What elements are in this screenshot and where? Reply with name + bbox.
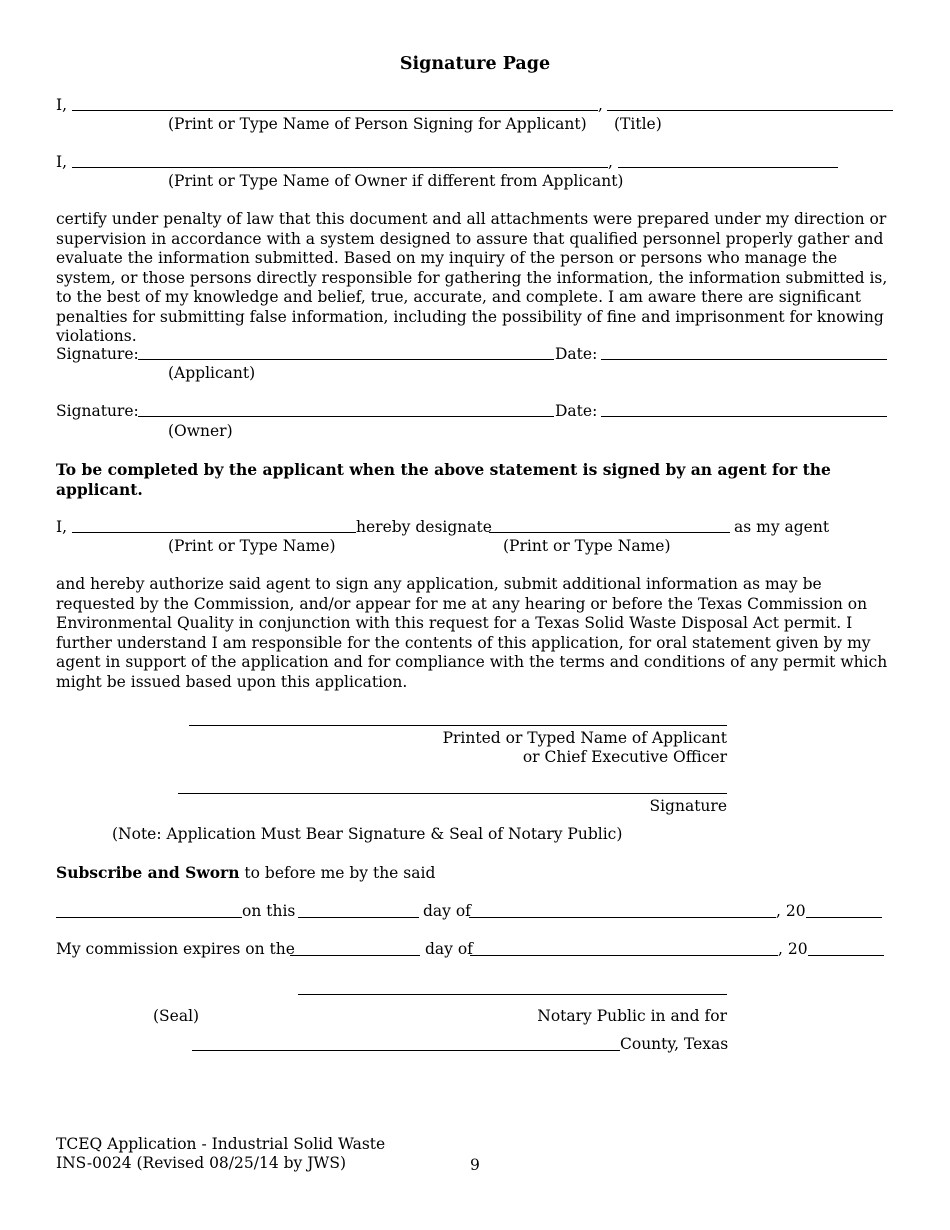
printed-name-line[interactable] bbox=[189, 725, 727, 726]
subscribe-line bbox=[56, 863, 435, 884]
sig-applicant-sub: (Applicant) bbox=[168, 364, 256, 382]
applicant-signature-line[interactable] bbox=[138, 359, 554, 360]
line1-name-label: (Print or Type Name of Person Signing for Applicant) bbox=[168, 115, 587, 133]
commission-year-label: , 20 bbox=[778, 940, 808, 958]
sig-owner-date-label: Date: bbox=[555, 402, 598, 420]
line2-name-label: (Print or Type Name of Owner if different from Applicant) bbox=[168, 172, 624, 190]
commission-expires-label: My commission expires on the bbox=[56, 940, 295, 958]
certify-paragraph: certify under penalty of law that this document and all attachments were prepared under my direction or supervision in accordance with a system designed to assure that qualified personnel properly gather and evaluate the information submitted. Based on my inquiry of the person or persons who manage the system, or those persons directly responsible for gathering the information, the information submitted is, to the best of my knowledge and belief, true, accurate, and complete. I am aware there are significant penalties for submitting false information, including the possibility of fine and imprisonment for knowing violations. bbox=[56, 210, 888, 345]
designator-name-line[interactable] bbox=[72, 532, 356, 533]
owner-name-line[interactable] bbox=[72, 167, 608, 168]
notary-name-line[interactable] bbox=[56, 917, 242, 918]
notary-year-line[interactable] bbox=[806, 917, 882, 918]
notary-on-this: on this bbox=[242, 902, 296, 920]
owner-title-line[interactable] bbox=[618, 167, 838, 168]
commission-day-line[interactable] bbox=[290, 955, 420, 956]
line2-comma: , bbox=[608, 153, 613, 171]
designate-middle: hereby designate bbox=[356, 518, 492, 536]
authorize-paragraph: and hereby authorize said agent to sign any application, submit additional information as may be requested by the Commission, and/or appear for me at any hearing or before the Texas Commission on Environmental Quality in conjunction with this request for a Texas Solid Waste Disposal Act permit. I further understand I am responsible for the contents of this application, for oral statement given by my agent in support of the application and for compliance with the terms and conditions of any permit which might be issued based upon this application. bbox=[56, 575, 888, 691]
applicant-date-line[interactable] bbox=[601, 359, 887, 360]
signature-label: Signature bbox=[649, 797, 727, 815]
owner-signature-line[interactable] bbox=[138, 416, 554, 417]
ceo-signature-line[interactable] bbox=[178, 793, 727, 794]
sig-applicant-date-label: Date: bbox=[555, 345, 598, 363]
page-title: Signature Page bbox=[399, 54, 551, 74]
commission-day-of: day of bbox=[425, 940, 473, 958]
page-number: 9 bbox=[470, 1156, 480, 1174]
notary-day-line[interactable] bbox=[298, 917, 419, 918]
notary-month-line[interactable] bbox=[469, 917, 776, 918]
notary-note: (Note: Application Must Bear Signature & Seal of Notary Public) bbox=[112, 825, 623, 843]
notary-day-of: day of bbox=[423, 902, 471, 920]
designate-prefix: I, bbox=[56, 518, 68, 536]
notary-for-label: Notary Public in and for bbox=[537, 1007, 727, 1025]
commission-year-line[interactable] bbox=[808, 955, 884, 956]
agent-heading: To be completed by the applicant when the above statement is signed by an agent for the applicant. bbox=[56, 460, 831, 499]
designate-label-1: (Print or Type Name) bbox=[168, 537, 336, 555]
county-label: County, Texas bbox=[620, 1035, 729, 1053]
subscribe-rest: to before me by the said bbox=[239, 864, 436, 882]
footer-line-1: TCEQ Application - Industrial Solid Waste bbox=[56, 1135, 386, 1153]
sig-owner-label: Signature: bbox=[56, 402, 139, 420]
commission-month-line[interactable] bbox=[470, 955, 778, 956]
line1-title-label: (Title) bbox=[614, 115, 662, 133]
printed-name-label-2: or Chief Executive Officer bbox=[522, 748, 727, 766]
sig-applicant-label: Signature: bbox=[56, 345, 139, 363]
line1-comma: , bbox=[598, 96, 603, 114]
notary-year-label: , 20 bbox=[776, 902, 806, 920]
designate-label-2: (Print or Type Name) bbox=[503, 537, 671, 555]
subscribe-bold: Subscribe and Sworn bbox=[56, 863, 240, 882]
sig-owner-sub: (Owner) bbox=[168, 422, 233, 440]
county-line[interactable] bbox=[192, 1050, 620, 1051]
agent-name-line[interactable] bbox=[489, 532, 730, 533]
printed-name-label-1: Printed or Typed Name of Applicant bbox=[442, 729, 727, 747]
notary-signature-line[interactable] bbox=[298, 994, 727, 995]
owner-date-line[interactable] bbox=[601, 416, 887, 417]
seal-label: (Seal) bbox=[153, 1007, 200, 1025]
designate-suffix: as my agent bbox=[734, 518, 830, 536]
applicant-name-line[interactable] bbox=[72, 110, 598, 111]
applicant-title-line[interactable] bbox=[607, 110, 893, 111]
footer-line-2: INS-0024 (Revised 08/25/14 by JWS) bbox=[56, 1154, 347, 1172]
line1-prefix: I, bbox=[56, 96, 68, 114]
line2-prefix: I, bbox=[56, 153, 68, 171]
